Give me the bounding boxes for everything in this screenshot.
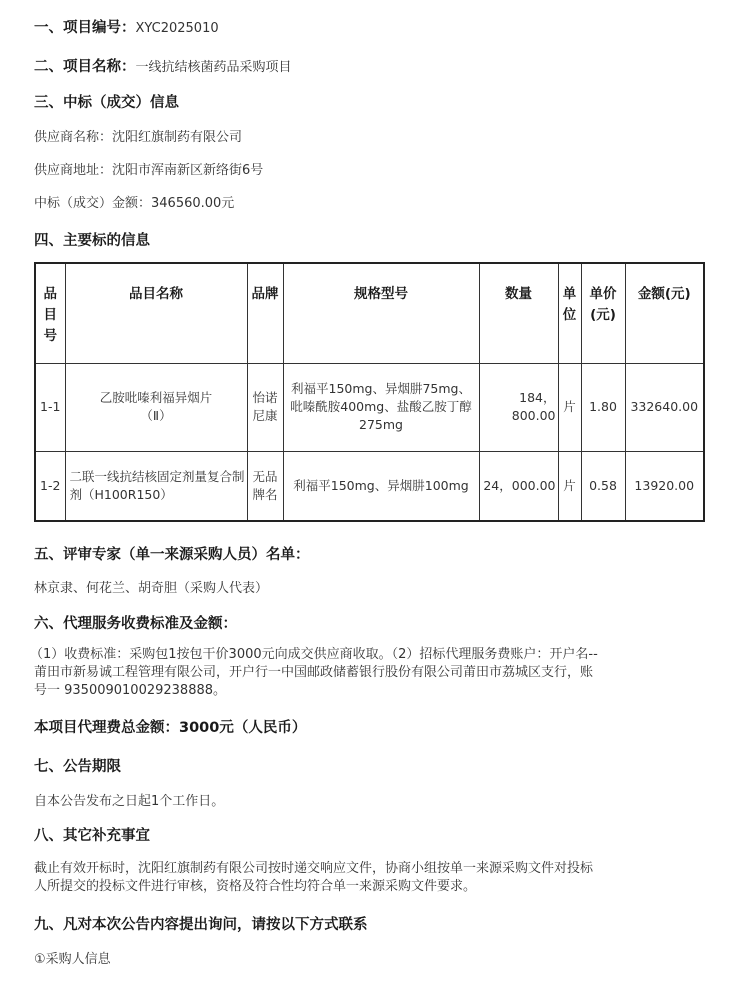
- project-name-value: 一线抗结核菌药品采购项目: [135, 60, 292, 75]
- purchaser-info: ①采购人信息: [34, 952, 111, 967]
- notice-period-text: 自本公告发布之日起1个工作日。: [34, 794, 225, 809]
- supplier-name: 供应商名称：沈阳红旗制药有限公司: [34, 130, 243, 145]
- cell-amount: 13920.00: [625, 451, 704, 521]
- cell-quantity: 184，800.00: [479, 363, 558, 451]
- agency-fee-paragraph: [30, 646, 706, 700]
- table-row: [35, 363, 704, 451]
- header-unit-price: 单价(元): [581, 263, 625, 363]
- header-item-name: 品目名称: [65, 263, 247, 363]
- project-number-line: [34, 16, 219, 37]
- supplementary-line: 人所提交的投标文件进行审核，资格及符合性均符合单一来源采购文件要求。: [34, 879, 477, 894]
- header-unit: 单位: [558, 263, 581, 363]
- cell-item-name: 二联一线抗结核固定剂量复合制剂（H100R150）: [65, 451, 247, 521]
- project-name-line: [34, 55, 292, 76]
- header-amount: 金额(元): [625, 263, 704, 363]
- cell-unit-price: 1.80: [581, 363, 625, 451]
- section-heading: 二、项目名称：: [34, 59, 136, 75]
- experts-list: 林京隶、何花兰、胡奇胆（采购人代表）: [34, 581, 269, 596]
- cell-item-name: 乙胺吡嗪利福异烟片（Ⅱ）: [65, 363, 247, 451]
- cell-item-no: 1-2: [35, 451, 65, 521]
- supplementary-line: 截止有效开标时，沈阳红旗制药有限公司按时递交响应文件，协商小组按单一来源采购文件对投标: [34, 861, 594, 876]
- cell-spec: 利福平150mg、异烟肼100mg: [283, 451, 479, 521]
- award-amount: 中标（成交）金额：346560.00元: [34, 196, 235, 211]
- cell-unit-price: 0.58: [581, 451, 625, 521]
- cell-unit: 片: [558, 451, 581, 521]
- supplementary-paragraph: [34, 860, 706, 896]
- supplier-address: 供应商地址：沈阳市浑南新区新络街6号: [34, 163, 264, 178]
- section-heading: 一、项目编号：: [34, 20, 136, 36]
- cell-item-no: 1-1: [35, 363, 65, 451]
- agency-fee-heading: 六、代理服务收费标准及金额：: [34, 616, 237, 632]
- header-spec: 规格型号: [283, 263, 479, 363]
- notice-period-heading: 七、公告期限: [34, 759, 121, 775]
- table-row: [35, 451, 704, 521]
- agency-fee-line: （1）收费标准：采购包1按包干价3000元向成交供应商收取。（2）招标代理服务费账户：开户名--: [30, 647, 598, 662]
- cell-brand: 无品牌名: [247, 451, 283, 521]
- items-heading: 四、主要标的信息: [34, 233, 150, 249]
- cell-unit: 片: [558, 363, 581, 451]
- cell-amount: 332640.00: [625, 363, 704, 451]
- header-quantity: 数量: [479, 263, 558, 363]
- experts-heading: 五、评审专家（单一来源采购人员）名单：: [34, 547, 310, 563]
- project-number-value: XYC2025010: [135, 21, 219, 36]
- header-brand: 品牌: [247, 263, 283, 363]
- cell-spec: 利福平150mg、异烟肼75mg、吡嗪酰胺400mg、盐酸乙胺丁醇275mg: [283, 363, 479, 451]
- award-info-heading: 三、中标（成交）信息: [34, 95, 179, 111]
- supplementary-heading: 八、其它补充事宜: [34, 828, 150, 844]
- agency-fee-line: 莆田市新易诚工程管理有限公司，开户行一中国邮政储蓄银行股份有限公司莆田市荔城区支行，账: [34, 665, 594, 680]
- agency-fee-line: 号一 935009010029238888。: [34, 683, 227, 698]
- cell-quantity: 24，000.00: [479, 451, 558, 521]
- cell-brand: 怡诺尼康: [247, 363, 283, 451]
- header-item-no: 品目号: [35, 263, 65, 363]
- table-header-row: [35, 263, 704, 363]
- contact-heading: 九、凡对本次公告内容提出询问，请按以下方式联系: [34, 917, 368, 933]
- agency-fee-total: 本项目代理费总金额：3000元（人民币）: [34, 720, 307, 736]
- items-table: [34, 262, 705, 522]
